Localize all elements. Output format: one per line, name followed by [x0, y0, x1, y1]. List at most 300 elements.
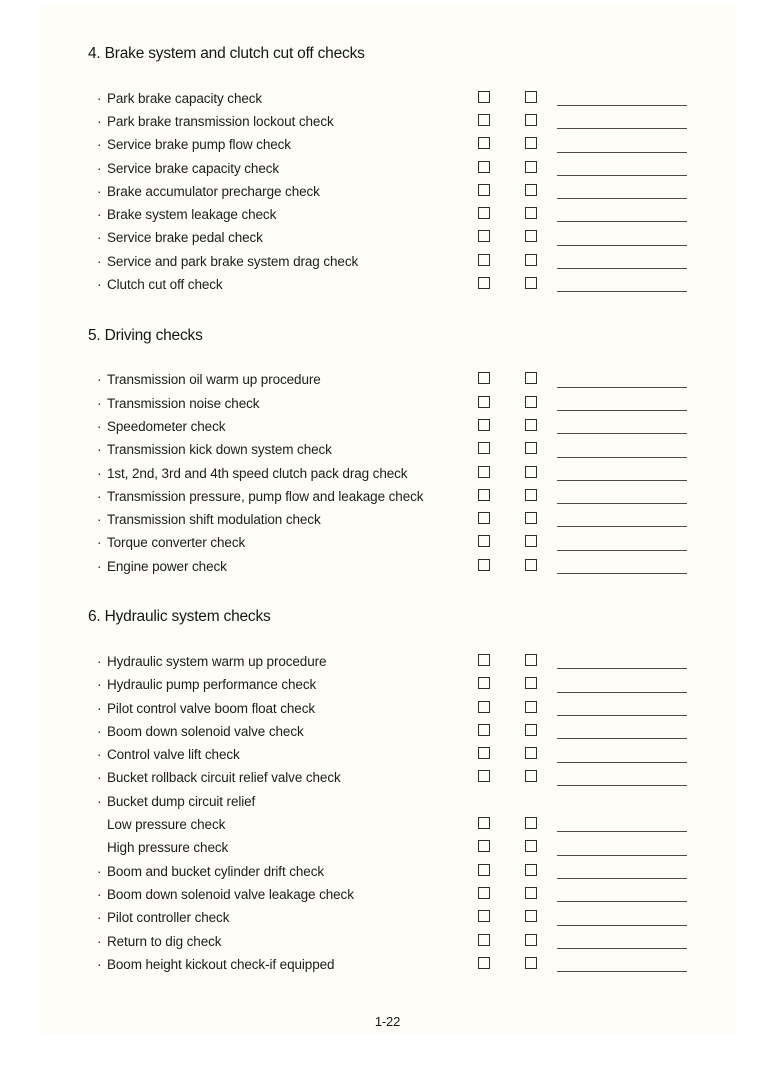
document-page [39, 4, 736, 1034]
checkbox-1[interactable] [478, 161, 490, 173]
bullet-dot-icon: · [97, 747, 102, 763]
line-cell [557, 837, 687, 860]
bullet-dot-icon: · [97, 910, 102, 926]
checkbox-2[interactable] [525, 419, 537, 431]
checklist-item-label: Brake accumulator precharge check [107, 183, 320, 199]
line-cell [557, 415, 687, 438]
checklist-row [39, 720, 736, 743]
line-cell [557, 953, 687, 976]
checklist-item [97, 817, 478, 833]
checkbox-2[interactable] [525, 230, 537, 242]
line-cell [557, 930, 687, 953]
checklist-row [39, 485, 736, 508]
line-cell [557, 767, 687, 790]
checkbox-2[interactable] [525, 934, 537, 946]
checklist-item [97, 114, 478, 130]
blank-write-line[interactable] [557, 930, 687, 949]
checklist-row [39, 508, 736, 531]
checkbox-1[interactable] [478, 770, 490, 782]
checklist-item [97, 747, 478, 763]
checklist-item [97, 442, 478, 458]
check-cell-1 [478, 276, 525, 294]
checklist-item-label: 1st, 2nd, 3rd and 4th speed clutch pack drag check [107, 465, 408, 481]
checkbox-1[interactable] [478, 535, 490, 547]
line-cell [557, 87, 687, 110]
blank-write-line[interactable] [557, 439, 687, 458]
check-cell-1 [478, 511, 525, 529]
checkbox-2[interactable] [525, 864, 537, 876]
checkbox-1[interactable] [478, 701, 490, 713]
checklist-item-label: Boom down solenoid valve leakage check [107, 886, 354, 902]
checkbox-2[interactable] [525, 466, 537, 478]
blank-write-line[interactable] [557, 720, 687, 739]
blank-write-line[interactable] [557, 203, 687, 222]
checkbox-1[interactable] [478, 724, 490, 736]
checkbox-1[interactable] [478, 840, 490, 852]
checklist-row [39, 883, 736, 906]
check-cell-2 [525, 956, 557, 974]
checkbox-2[interactable] [525, 442, 537, 454]
checkbox-2[interactable] [525, 654, 537, 666]
checklist-item [97, 254, 478, 270]
line-cell [557, 813, 687, 836]
bullet-dot-icon: · [97, 933, 102, 949]
section-rows [39, 369, 736, 579]
blank-write-line[interactable] [557, 110, 687, 129]
checkbox-1[interactable] [478, 654, 490, 666]
section-title: 6. Hydraulic system checks [88, 608, 271, 626]
check-cell-2 [525, 229, 557, 247]
check-cell-2 [525, 933, 557, 951]
blank-write-line[interactable] [557, 87, 687, 106]
checklist-item [97, 161, 478, 177]
line-cell [557, 462, 687, 485]
blank-write-line[interactable] [557, 180, 687, 199]
checklist-item-label: Service and park brake system drag check [107, 253, 359, 269]
line-cell [557, 697, 687, 720]
checklist-item-label: Pilot control valve boom float check [107, 700, 316, 716]
bullet-dot-icon: · [97, 723, 102, 739]
bullet-dot-icon: · [97, 183, 102, 199]
check-cell-2 [525, 371, 557, 389]
check-cell-2 [525, 558, 557, 576]
blank-write-line[interactable] [557, 369, 687, 388]
checklist-section [39, 607, 736, 976]
check-cell-1 [478, 839, 525, 857]
bullet-dot-icon: · [97, 770, 102, 786]
blank-write-line[interactable] [557, 227, 687, 246]
checklist-row [39, 767, 736, 790]
checkbox-2[interactable] [525, 724, 537, 736]
checklist-item [97, 277, 478, 293]
section-title: 4. Brake system and clutch cut off checks [88, 45, 365, 62]
checkbox-1[interactable] [478, 887, 490, 899]
check-cell-1 [478, 371, 525, 389]
line-cell [557, 907, 687, 930]
check-cell-1 [478, 206, 525, 224]
checkbox-2[interactable] [525, 747, 537, 759]
check-cell-2 [525, 418, 557, 436]
blank-write-line[interactable] [557, 697, 687, 716]
checkbox-2[interactable] [525, 910, 537, 922]
bullet-dot-icon: · [97, 700, 102, 716]
checklist-row [39, 250, 736, 273]
checklist-item-label: Service brake pedal check [107, 230, 263, 246]
line-cell [557, 555, 687, 578]
section-rows [39, 87, 736, 297]
line-cell [557, 674, 687, 697]
bullet-dot-icon: · [97, 372, 102, 388]
checkbox-2[interactable] [525, 372, 537, 384]
checklist-item [97, 489, 478, 505]
checklist-item [97, 207, 478, 223]
blank-write-line[interactable] [557, 650, 687, 669]
check-cell-2 [525, 746, 557, 764]
checkbox-1[interactable] [478, 254, 490, 266]
blank-write-line[interactable] [557, 883, 687, 902]
check-cell-1 [478, 253, 525, 271]
checkbox-1[interactable] [478, 442, 490, 454]
bullet-dot-icon: · [97, 160, 102, 176]
checklist-item-label: Bucket dump circuit relief [107, 793, 256, 809]
blank-write-line[interactable] [557, 392, 687, 411]
blank-write-line[interactable] [557, 953, 687, 972]
bullet-dot-icon: · [97, 512, 102, 528]
checkbox-2[interactable] [525, 701, 537, 713]
check-cell-2 [525, 206, 557, 224]
checkbox-1[interactable] [478, 747, 490, 759]
checkbox-2[interactable] [525, 840, 537, 852]
blank-write-line[interactable] [557, 157, 687, 176]
checkbox-1[interactable] [478, 184, 490, 196]
check-cell-1 [478, 90, 525, 108]
checklist-row [39, 650, 736, 673]
checklist-item [97, 535, 478, 551]
checklist-item-label: Bucket rollback circuit relief valve check [107, 770, 341, 786]
bullet-dot-icon: · [97, 253, 102, 269]
checkbox-1[interactable] [478, 957, 490, 969]
checkbox-1[interactable] [478, 512, 490, 524]
checklist-row [39, 87, 736, 110]
checkbox-1[interactable] [478, 277, 490, 289]
checklist-item-label: Transmission pressure, pump flow and leakage check [107, 488, 424, 504]
checkbox-2[interactable] [525, 161, 537, 173]
check-cell-1 [478, 113, 525, 131]
checklist-item [97, 957, 478, 973]
check-cell-2 [525, 723, 557, 741]
checkbox-2[interactable] [525, 770, 537, 782]
blank-write-line[interactable] [557, 837, 687, 856]
blank-write-line[interactable] [557, 813, 687, 832]
check-cell-1 [478, 418, 525, 436]
checkbox-2[interactable] [525, 512, 537, 524]
check-cell-1 [478, 160, 525, 178]
checklist-section [39, 326, 736, 579]
check-cell-1 [478, 534, 525, 552]
checklist-row [39, 837, 736, 860]
check-cell-2 [525, 816, 557, 834]
bullet-dot-icon: · [97, 113, 102, 129]
line-cell [557, 532, 687, 555]
line-cell [557, 110, 687, 133]
bullet-dot-icon: · [97, 653, 102, 669]
check-cell-1 [478, 700, 525, 718]
bullet-dot-icon: · [97, 863, 102, 879]
checklist-item-label: Transmission kick down system check [107, 442, 332, 458]
checklist-section [39, 44, 736, 297]
line-cell [557, 157, 687, 180]
checklist-item [97, 396, 478, 412]
checkbox-2[interactable] [525, 535, 537, 547]
checklist-row [39, 953, 736, 976]
checklist-item-label: Park brake transmission lockout check [107, 113, 334, 129]
check-cell-2 [525, 863, 557, 881]
checkbox-1[interactable] [478, 489, 490, 501]
checklist-item [97, 419, 478, 435]
check-cell-2 [525, 183, 557, 201]
checklist-row [39, 369, 736, 392]
line-cell [557, 485, 687, 508]
checkbox-2[interactable] [525, 277, 537, 289]
checklist-row [39, 555, 736, 578]
line-cell [557, 860, 687, 883]
checklist-item [97, 512, 478, 528]
line-cell [557, 250, 687, 273]
check-cell-1 [478, 183, 525, 201]
checklist-item [97, 770, 478, 786]
blank-write-line[interactable] [557, 674, 687, 693]
checkbox-2[interactable] [525, 207, 537, 219]
checklist-row [39, 273, 736, 296]
bullet-dot-icon: · [97, 793, 102, 809]
checklist-item [97, 654, 478, 670]
check-cell-2 [525, 276, 557, 294]
check-cell-1 [478, 465, 525, 483]
check-cell-2 [525, 488, 557, 506]
check-cell-1 [478, 909, 525, 927]
checklist-row [39, 790, 736, 813]
checklist-item-label: Transmission shift modulation check [107, 512, 321, 528]
line-cell [557, 392, 687, 415]
section-rows [39, 650, 736, 976]
checklist-item-label: High pressure check [107, 840, 229, 856]
checklist-row [39, 532, 736, 555]
bullet-dot-icon: · [97, 956, 102, 972]
check-cell-2 [525, 676, 557, 694]
check-cell-1 [478, 676, 525, 694]
checklist-item [97, 934, 478, 950]
line-cell [557, 180, 687, 203]
checklist-item-label: Boom and bucket cylinder drift check [107, 863, 325, 879]
line-cell [557, 369, 687, 392]
checklist-row [39, 134, 736, 157]
checkbox-1[interactable] [478, 559, 490, 571]
check-cell-2 [525, 160, 557, 178]
checkbox-1[interactable] [478, 114, 490, 126]
checklist-item [97, 864, 478, 880]
check-cell-1 [478, 653, 525, 671]
blank-write-line[interactable] [557, 462, 687, 481]
blank-write-line[interactable] [557, 860, 687, 879]
bullet-dot-icon: · [97, 442, 102, 458]
blank-write-line[interactable] [557, 555, 687, 574]
check-cell-1 [478, 488, 525, 506]
check-cell-2 [525, 113, 557, 131]
line-cell [557, 650, 687, 673]
checklist-row [39, 180, 736, 203]
bullet-dot-icon: · [97, 886, 102, 902]
line-cell [557, 227, 687, 250]
check-cell-2 [525, 700, 557, 718]
checkbox-2[interactable] [525, 489, 537, 501]
check-cell-1 [478, 769, 525, 787]
bullet-dot-icon: · [97, 418, 102, 434]
checklist-item [97, 559, 478, 575]
bullet-dot-icon: · [97, 137, 102, 153]
blank-write-line[interactable] [557, 744, 687, 763]
checkbox-2[interactable] [525, 957, 537, 969]
checkbox-1[interactable] [478, 230, 490, 242]
check-cell-1 [478, 886, 525, 904]
bullet-dot-icon: · [97, 207, 102, 223]
checklist-row [39, 930, 736, 953]
bullet-dot-icon: · [97, 230, 102, 246]
checklist-row [39, 227, 736, 250]
line-cell [557, 134, 687, 157]
blank-write-line[interactable] [557, 250, 687, 269]
checklist-row [39, 860, 736, 883]
checklist-row [39, 674, 736, 697]
checkbox-1[interactable] [478, 466, 490, 478]
checklist-row [39, 110, 736, 133]
check-cell-1 [478, 863, 525, 881]
checkbox-2[interactable] [525, 91, 537, 103]
blank-write-line[interactable] [557, 508, 687, 527]
checklist-item-label: Transmission noise check [107, 395, 260, 411]
checklist-item-label: Engine power check [107, 558, 227, 574]
line-cell [557, 203, 687, 226]
line-cell [557, 883, 687, 906]
checkbox-1[interactable] [478, 910, 490, 922]
check-cell-1 [478, 933, 525, 951]
checklist-item-label: Return to dig check [107, 933, 222, 949]
checkbox-2[interactable] [525, 817, 537, 829]
checkbox-1[interactable] [478, 864, 490, 876]
sections [39, 44, 736, 977]
check-cell-2 [525, 253, 557, 271]
check-cell-1 [478, 395, 525, 413]
checklist-row [39, 462, 736, 485]
checklist-item [97, 184, 478, 200]
blank-write-line[interactable] [557, 532, 687, 551]
checklist-row [39, 157, 736, 180]
checklist-item-label: Park brake capacity check [107, 90, 263, 106]
checklist-row [39, 744, 736, 767]
checklist-item-label: Control valve lift check [107, 747, 240, 763]
check-cell-1 [478, 441, 525, 459]
line-cell [557, 508, 687, 531]
bullet-dot-icon: · [97, 395, 102, 411]
checkbox-2[interactable] [525, 114, 537, 126]
check-cell-1 [478, 956, 525, 974]
check-cell-2 [525, 839, 557, 857]
check-cell-2 [525, 769, 557, 787]
checkbox-1[interactable] [478, 934, 490, 946]
line-cell [557, 744, 687, 767]
checklist-item-label: Boom height kickout check-if equipped [107, 956, 335, 972]
check-cell-2 [525, 909, 557, 927]
checklist-item [97, 887, 478, 903]
checkbox-1[interactable] [478, 677, 490, 689]
checklist-row [39, 415, 736, 438]
blank-write-line[interactable] [557, 767, 687, 786]
check-cell-1 [478, 229, 525, 247]
checkbox-1[interactable] [478, 91, 490, 103]
checklist-row [39, 907, 736, 930]
checkbox-1[interactable] [478, 817, 490, 829]
check-cell-1 [478, 723, 525, 741]
checkbox-2[interactable] [525, 396, 537, 408]
checkbox-2[interactable] [525, 254, 537, 266]
bullet-dot-icon: · [97, 535, 102, 551]
check-cell-1 [478, 746, 525, 764]
checkbox-1[interactable] [478, 372, 490, 384]
check-cell-2 [525, 886, 557, 904]
checkbox-1[interactable] [478, 396, 490, 408]
blank-write-line[interactable] [557, 134, 687, 153]
checklist-item-label: Low pressure check [107, 817, 226, 833]
check-cell-2 [525, 511, 557, 529]
line-cell [557, 273, 687, 296]
checklist-item [97, 701, 478, 717]
checkbox-1[interactable] [478, 137, 490, 149]
checklist-row [39, 813, 736, 836]
checklist-item [97, 91, 478, 107]
checkbox-2[interactable] [525, 137, 537, 149]
checkbox-2[interactable] [525, 887, 537, 899]
checklist-item [97, 794, 478, 810]
checklist-item [97, 910, 478, 926]
check-cell-2 [525, 465, 557, 483]
checklist-item [97, 466, 478, 482]
blank-write-line[interactable] [557, 415, 687, 434]
checklist-row [39, 203, 736, 226]
checklist-item-label: Clutch cut off check [107, 277, 223, 293]
checkbox-1[interactable] [478, 207, 490, 219]
bullet-dot-icon: · [97, 677, 102, 693]
line-cell [557, 439, 687, 462]
check-cell-1 [478, 816, 525, 834]
blank-write-line[interactable] [557, 907, 687, 926]
checkbox-2[interactable] [525, 559, 537, 571]
blank-write-line[interactable] [557, 485, 687, 504]
blank-write-line[interactable] [557, 273, 687, 292]
check-cell-2 [525, 441, 557, 459]
check-cell-2 [525, 534, 557, 552]
checklist-item-label: Hydraulic pump performance check [107, 677, 317, 693]
checklist-item [97, 677, 478, 693]
checklist-item-label: Speedometer check [107, 418, 226, 434]
checklist-item-label: Torque converter check [107, 535, 246, 551]
bullet-dot-icon: · [97, 465, 102, 481]
checkbox-2[interactable] [525, 184, 537, 196]
checkbox-1[interactable] [478, 419, 490, 431]
check-cell-1 [478, 136, 525, 154]
checklist-item-label: Transmission oil warm up procedure [107, 372, 321, 388]
checkbox-2[interactable] [525, 677, 537, 689]
checklist-item-label: Pilot controller check [107, 910, 230, 926]
bullet-dot-icon: · [97, 277, 102, 293]
